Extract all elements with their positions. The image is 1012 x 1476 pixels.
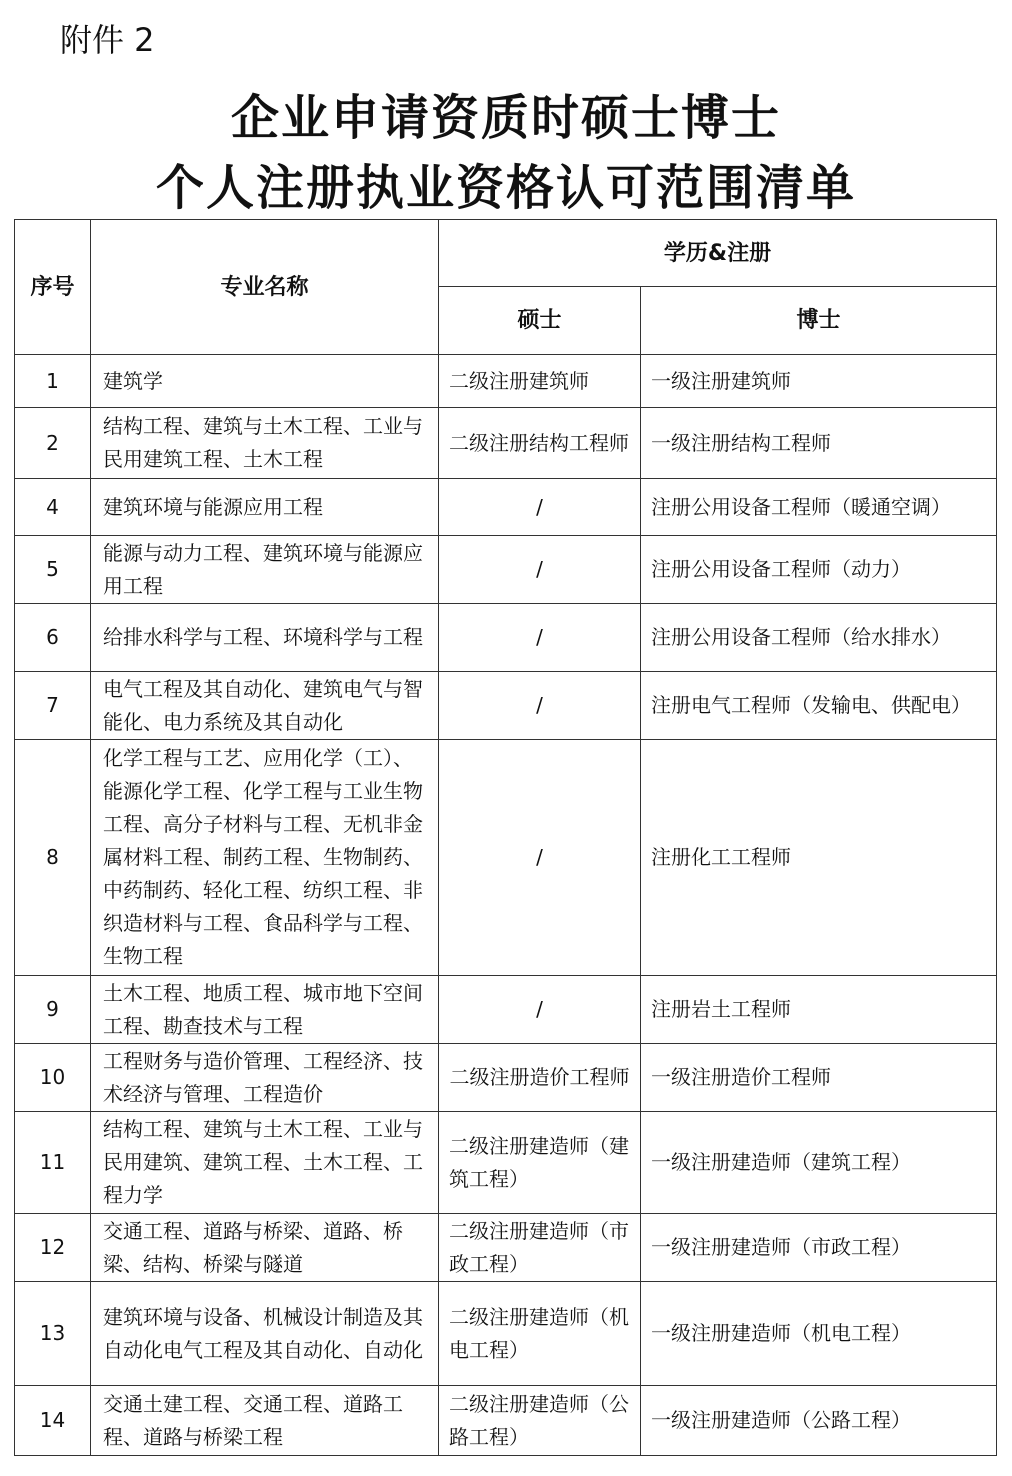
row-doctor: 一级注册建造师（机电工程） <box>641 1282 997 1386</box>
row-master: / <box>439 976 641 1044</box>
table-row <box>15 1386 997 1456</box>
row-master: / <box>439 604 641 672</box>
table-row <box>15 604 997 672</box>
row-master: 二级注册建筑师 <box>439 355 641 408</box>
row-major: 工程财务与造价管理、工程经济、技术经济与管理、工程造价 <box>91 1044 439 1112</box>
row-master: / <box>439 479 641 536</box>
row-doctor: 一级注册建造师（市政工程） <box>641 1214 997 1282</box>
row-doctor: 注册公用设备工程师（暖通空调） <box>641 479 997 536</box>
row-major: 给排水科学与工程、环境科学与工程 <box>91 604 439 672</box>
row-seq: 4 <box>15 479 91 536</box>
row-seq: 9 <box>15 976 91 1044</box>
row-seq: 14 <box>15 1386 91 1456</box>
row-master: 二级注册结构工程师 <box>439 408 641 479</box>
row-doctor: 注册公用设备工程师（动力） <box>641 536 997 604</box>
table-row <box>15 355 997 408</box>
table-row <box>15 1112 997 1214</box>
row-master: / <box>439 740 641 976</box>
row-major: 交通土建工程、交通工程、道路工程、道路与桥梁工程 <box>91 1386 439 1456</box>
row-master: 二级注册建造师（公路工程） <box>439 1386 641 1456</box>
row-major: 土木工程、地质工程、城市地下空间工程、勘查技术与工程 <box>91 976 439 1044</box>
row-major: 结构工程、建筑与土木工程、工业与民用建筑工程、土木工程 <box>91 408 439 479</box>
header-major: 专业名称 <box>91 220 439 355</box>
row-major: 交通工程、道路与桥梁、道路、桥梁、结构、桥梁与隧道 <box>91 1214 439 1282</box>
attachment-label: 附件 2 <box>60 21 155 59</box>
page-title-line-2: 个人注册执业资格认可范围清单 <box>155 160 856 216</box>
row-major: 建筑环境与设备、机械设计制造及其自动化电气工程及其自动化、自动化 <box>91 1282 439 1386</box>
row-doctor: 一级注册结构工程师 <box>641 408 997 479</box>
row-seq: 13 <box>15 1282 91 1386</box>
table-row <box>15 536 997 604</box>
row-seq: 6 <box>15 604 91 672</box>
row-seq: 11 <box>15 1112 91 1214</box>
row-seq: 7 <box>15 672 91 740</box>
row-seq: 10 <box>15 1044 91 1112</box>
table-row <box>15 740 997 976</box>
table-row <box>15 479 997 536</box>
row-doctor: 一级注册建造师（公路工程） <box>641 1386 997 1456</box>
page-title-line-1: 企业申请资质时硕士博士 <box>230 90 781 146</box>
qualification-table <box>14 219 997 1456</box>
row-major: 化学工程与工艺、应用化学（工）、能源化学工程、化学工程与工业生物工程、高分子材料与工程、无机非金属材料工程、制药工程、生物制药、中药制药、轻化工程、纺织工程、非织造材料与工程、食品科学与工程、生物工程 <box>91 740 439 976</box>
row-seq: 5 <box>15 536 91 604</box>
row-seq: 2 <box>15 408 91 479</box>
row-seq: 1 <box>15 355 91 408</box>
row-major: 建筑环境与能源应用工程 <box>91 479 439 536</box>
row-master: / <box>439 672 641 740</box>
row-seq: 12 <box>15 1214 91 1282</box>
header-master: 硕士 <box>439 287 641 355</box>
row-major: 能源与动力工程、建筑环境与能源应用工程 <box>91 536 439 604</box>
row-major: 结构工程、建筑与土木工程、工业与民用建筑、建筑工程、土木工程、工程力学 <box>91 1112 439 1214</box>
row-doctor: 一级注册造价工程师 <box>641 1044 997 1112</box>
row-major: 建筑学 <box>91 355 439 408</box>
row-master: 二级注册造价工程师 <box>439 1044 641 1112</box>
row-doctor: 注册岩土工程师 <box>641 976 997 1044</box>
row-seq: 8 <box>15 740 91 976</box>
row-master: / <box>439 536 641 604</box>
row-master: 二级注册建造师（市政工程） <box>439 1214 641 1282</box>
row-major: 电气工程及其自动化、建筑电气与智能化、电力系统及其自动化 <box>91 672 439 740</box>
header-seq: 序号 <box>15 220 91 355</box>
row-doctor: 一级注册建造师（建筑工程） <box>641 1112 997 1214</box>
table-row <box>15 408 997 479</box>
row-master: 二级注册建造师（机电工程） <box>439 1282 641 1386</box>
table-row <box>15 1044 997 1112</box>
row-master: 二级注册建造师（建筑工程） <box>439 1112 641 1214</box>
row-doctor: 注册公用设备工程师（给水排水） <box>641 604 997 672</box>
row-doctor: 一级注册建筑师 <box>641 355 997 408</box>
row-doctor: 注册电气工程师（发输电、供配电） <box>641 672 997 740</box>
row-doctor: 注册化工工程师 <box>641 740 997 976</box>
table-row <box>15 976 997 1044</box>
table-row <box>15 1214 997 1282</box>
header-doctor: 博士 <box>641 287 997 355</box>
header-education-registration: 学历&注册 <box>439 220 997 287</box>
table-row <box>15 672 997 740</box>
table-row <box>15 1282 997 1386</box>
